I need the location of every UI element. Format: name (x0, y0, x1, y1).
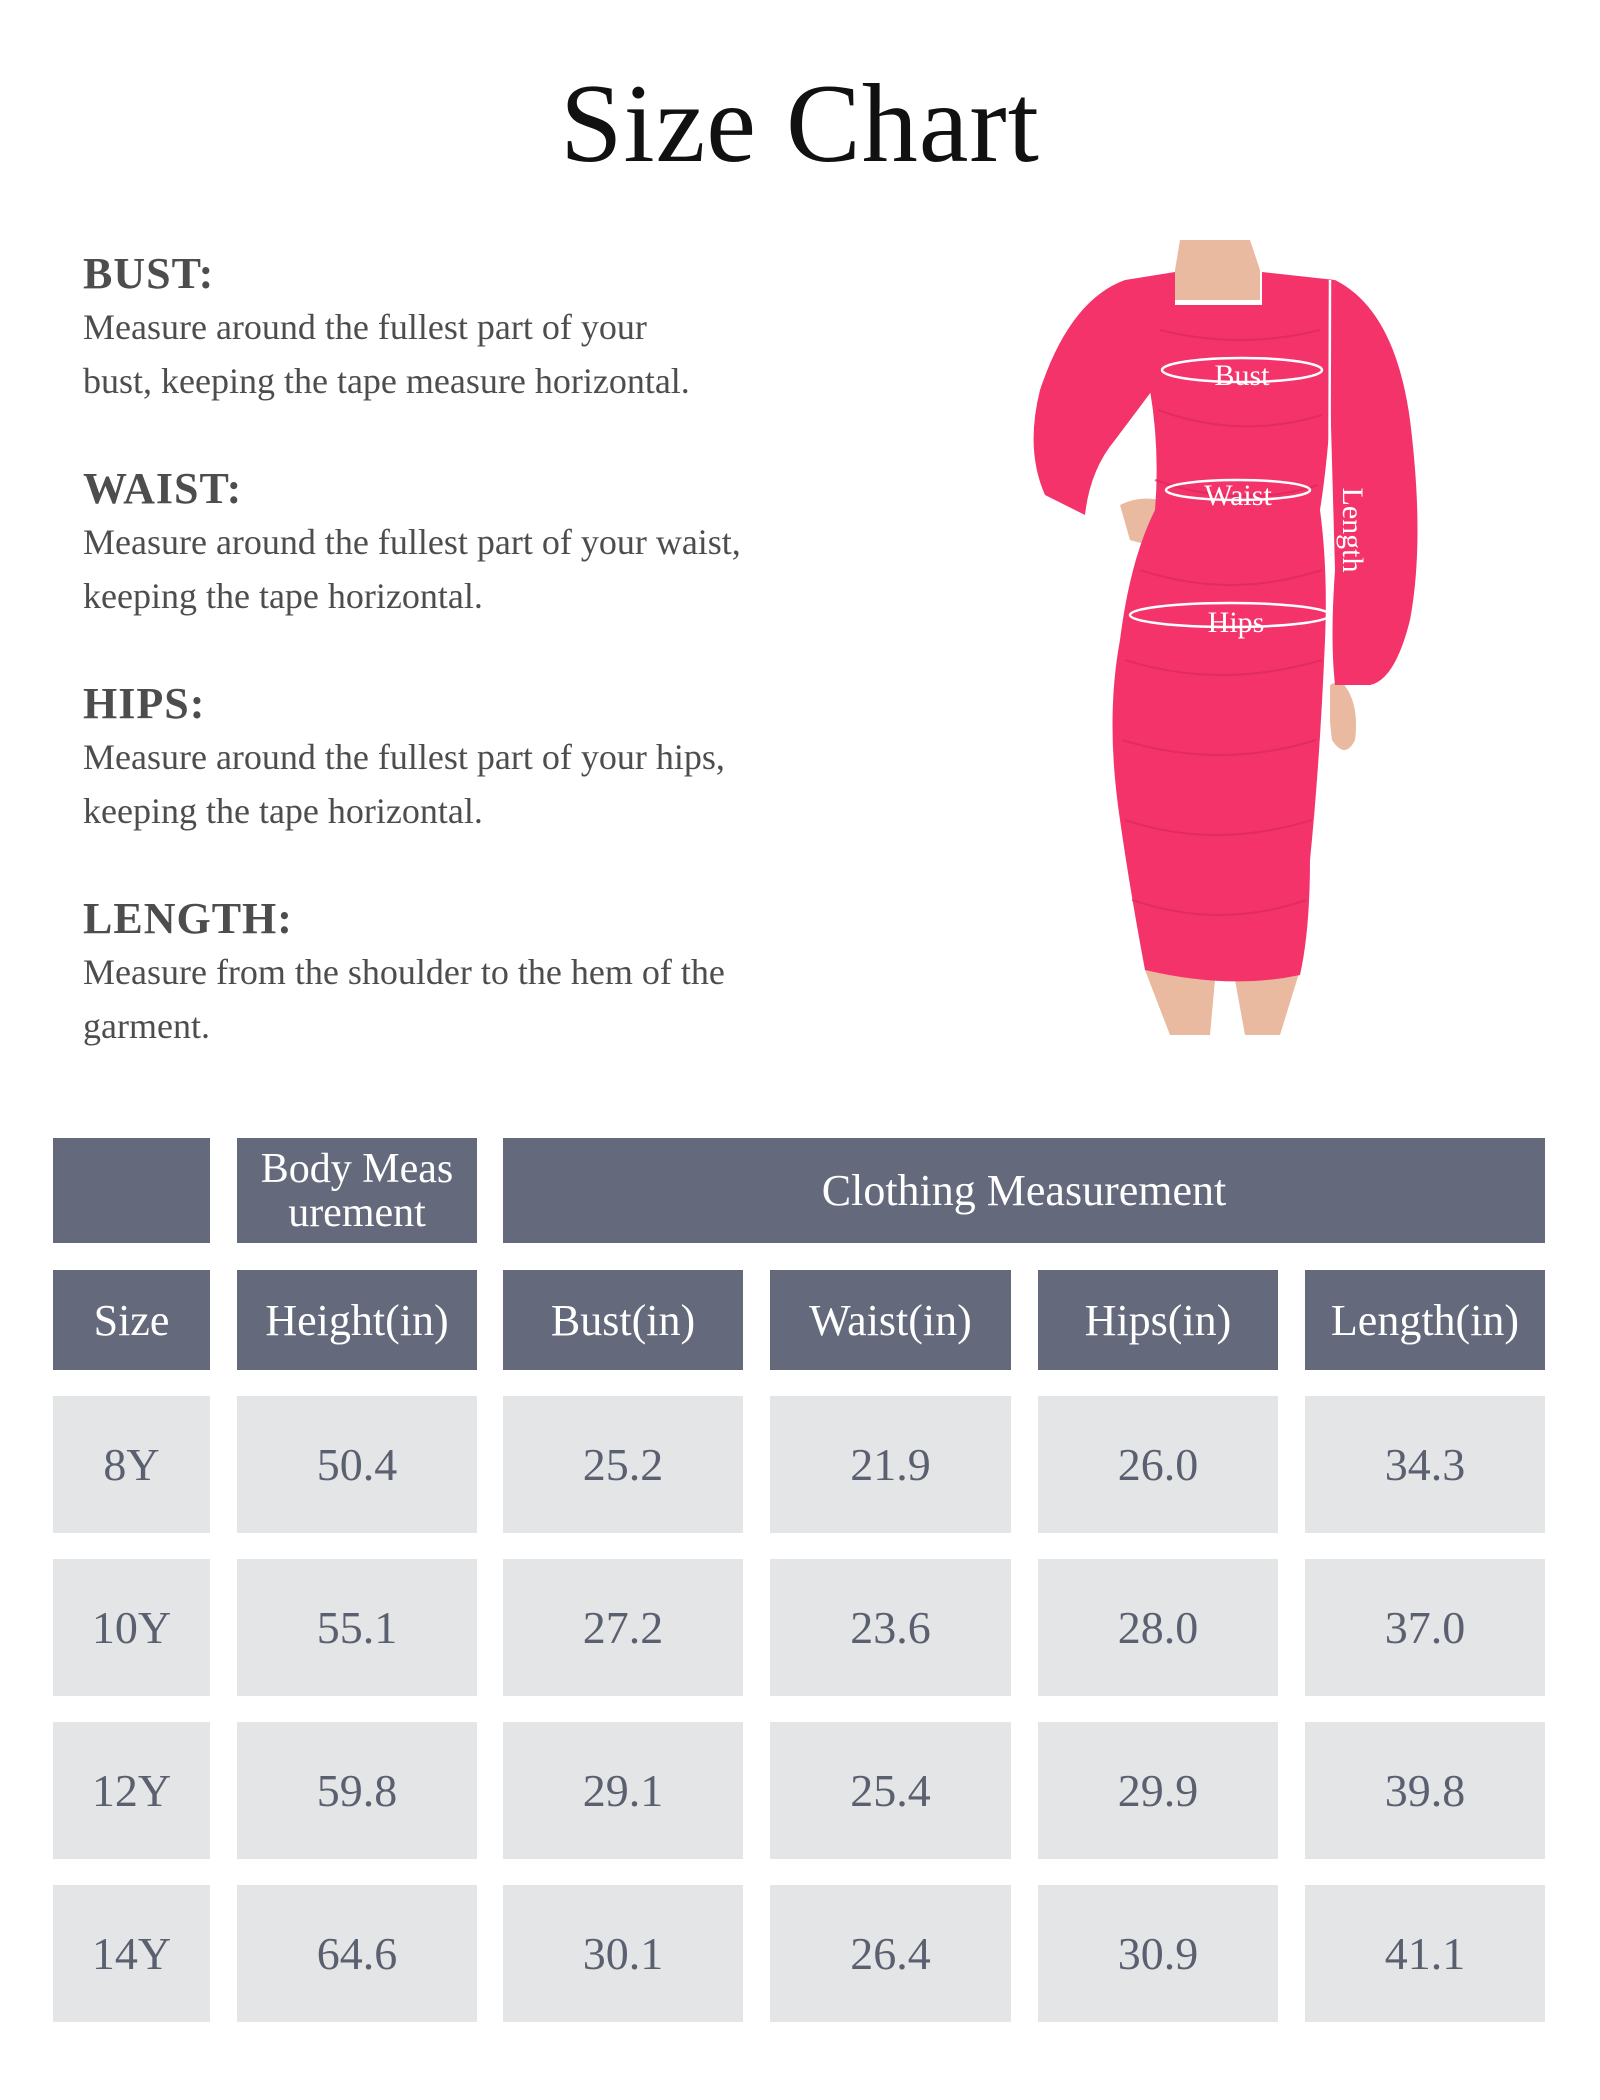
body-measurement-header: Body Meas urement (237, 1138, 477, 1243)
blank-group-header (53, 1138, 210, 1243)
bust-instruction (83, 248, 903, 408)
col-header-size: Size (53, 1270, 210, 1370)
hips-instruction (83, 678, 903, 838)
model-neck (1175, 240, 1260, 300)
page-title: Size Chart (560, 62, 1040, 186)
table-cell-height: 55.1 (237, 1559, 477, 1696)
hips-description: Measure around the fullest part of your hips, keeping the tape horizontal. (83, 737, 725, 831)
hips-heading: HIPS: (83, 679, 206, 728)
length-label: Length (1336, 487, 1369, 573)
bust-heading: BUST: (83, 249, 215, 298)
table-cell-hips: 29.9 (1038, 1722, 1278, 1859)
table-cell-size: 10Y (53, 1559, 210, 1696)
length-heading: LENGTH: (83, 894, 293, 943)
table-cell-waist: 26.4 (770, 1885, 1011, 2022)
bust-label: Bust (1214, 359, 1270, 392)
col-header-length: Length(in) (1305, 1270, 1545, 1370)
dress-sleeve-right (1330, 280, 1418, 685)
table-cell-length: 39.8 (1305, 1722, 1545, 1859)
waist-heading: WAIST: (83, 464, 243, 513)
table-cell-waist: 23.6 (770, 1559, 1011, 1696)
dress-illustration (1010, 240, 1450, 1040)
table-cell-waist: 21.9 (770, 1396, 1011, 1533)
col-header-waist: Waist(in) (770, 1270, 1011, 1370)
model-left-hand (1329, 680, 1356, 750)
dress-model-figure (1010, 240, 1450, 1040)
waist-description: Measure around the fullest part of your waist, keeping the tape horizontal. (83, 522, 741, 616)
table-cell-bust: 29.1 (503, 1722, 743, 1859)
clothing-measurement-header: Clothing Measurement (503, 1138, 1545, 1243)
length-instruction (83, 893, 903, 1053)
table-cell-length: 37.0 (1305, 1559, 1545, 1696)
hips-label: Hips (1207, 606, 1265, 639)
bust-description: Measure around the fullest part of your bust, keeping the tape measure horizontal. (83, 307, 690, 401)
col-header-bust: Bust(in) (503, 1270, 743, 1370)
table-cell-hips: 26.0 (1038, 1396, 1278, 1533)
table-cell-size: 14Y (53, 1885, 210, 2022)
table-cell-size: 8Y (53, 1396, 210, 1533)
table-cell-length: 41.1 (1305, 1885, 1545, 2022)
table-cell-hips: 28.0 (1038, 1559, 1278, 1696)
waist-instruction (83, 463, 903, 623)
table-cell-hips: 30.9 (1038, 1885, 1278, 2022)
table-cell-size: 12Y (53, 1722, 210, 1859)
table-cell-bust: 30.1 (503, 1885, 743, 2022)
table-cell-bust: 27.2 (503, 1559, 743, 1696)
table-cell-length: 34.3 (1305, 1396, 1545, 1533)
table-cell-height: 64.6 (237, 1885, 477, 2022)
table-cell-height: 50.4 (237, 1396, 477, 1533)
table-cell-bust: 25.2 (503, 1396, 743, 1533)
waist-label: Waist (1204, 479, 1272, 512)
col-header-hips: Hips(in) (1038, 1270, 1278, 1370)
table-cell-waist: 25.4 (770, 1722, 1011, 1859)
col-header-height: Height(in) (237, 1270, 477, 1370)
table-cell-height: 59.8 (237, 1722, 477, 1859)
length-description: Measure from the shoulder to the hem of the garment. (83, 952, 725, 1046)
